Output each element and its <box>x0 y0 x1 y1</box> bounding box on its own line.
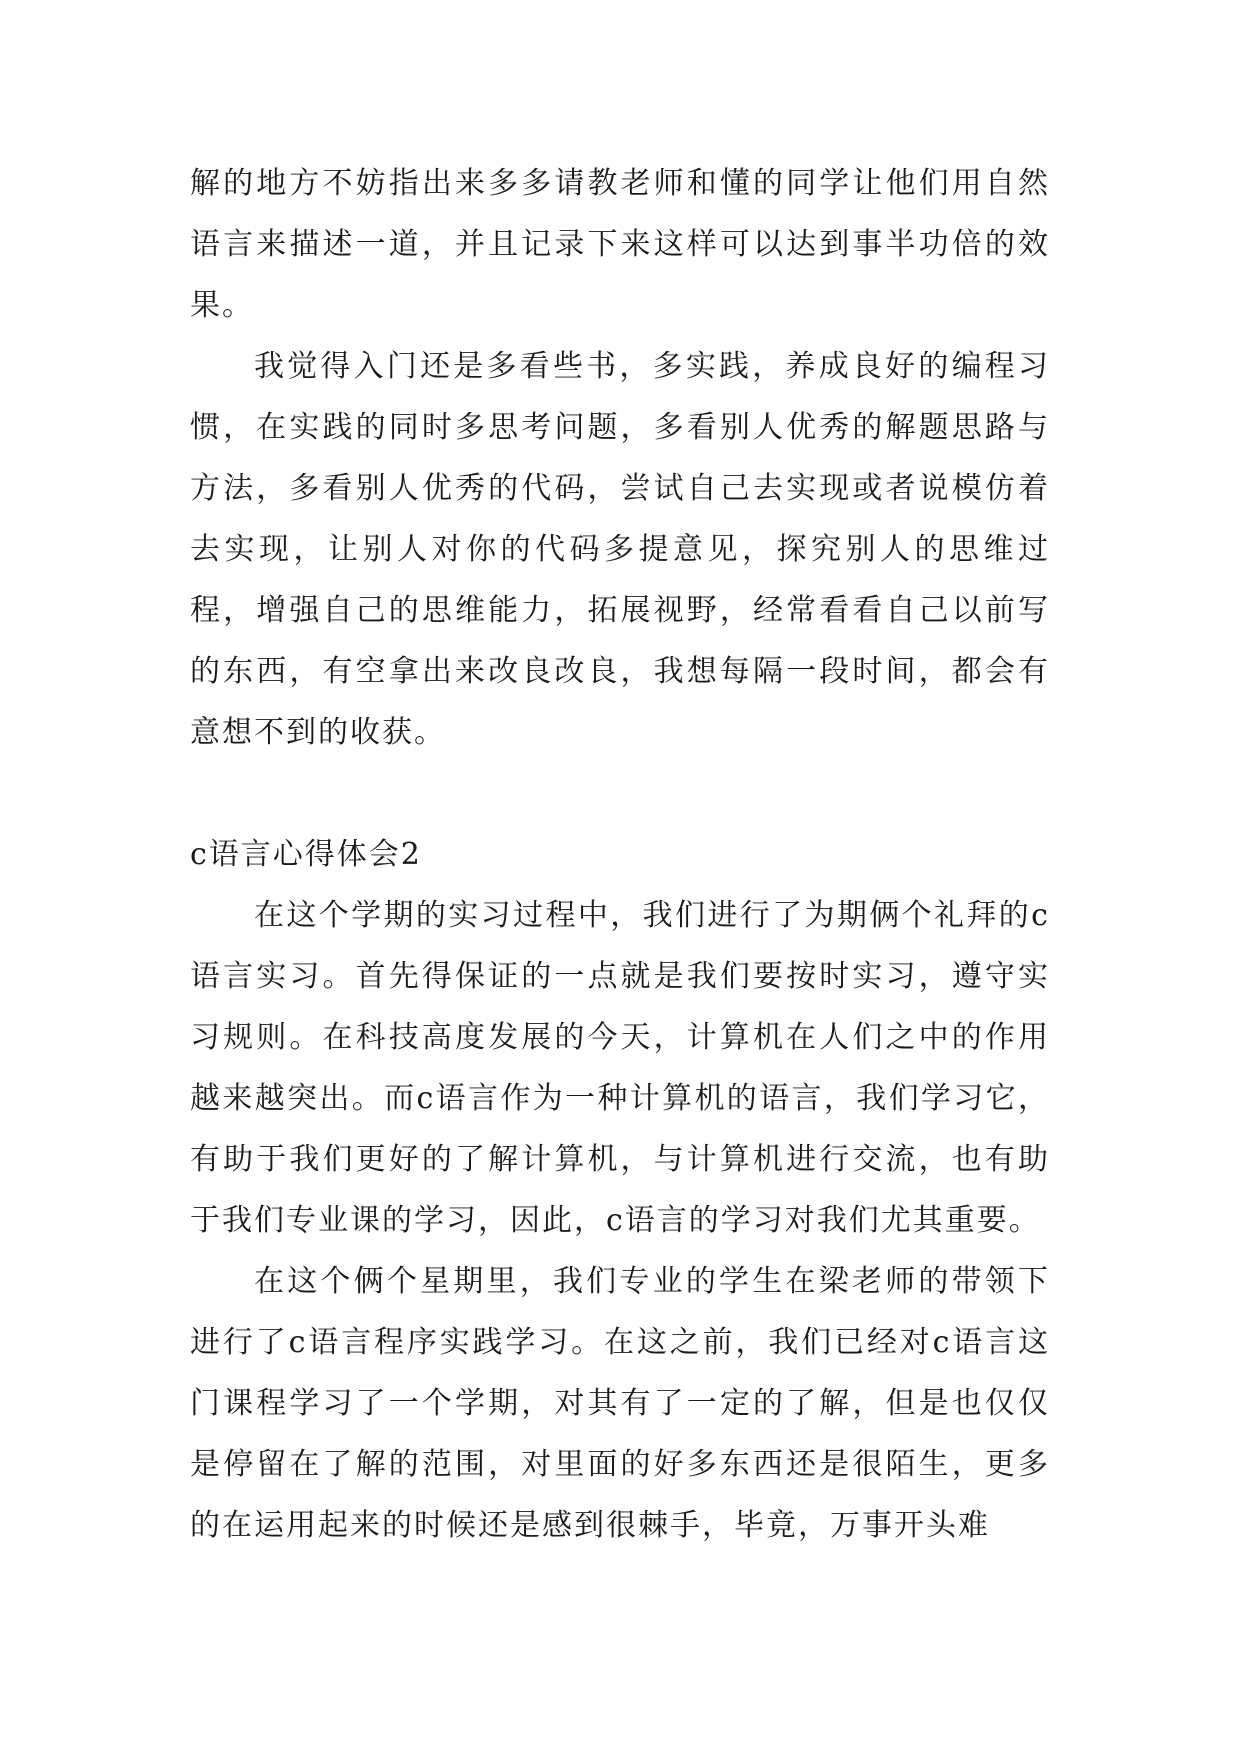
section-heading: c语言心得体会2 <box>190 837 422 872</box>
document-body <box>190 153 1050 1556</box>
paragraph: 在这个俩个星期里，我们专业的学生在梁老师的带领下进行了c语言程序实践学习。在这之前，我们已经对c语言这门课程学习了一个学期，对其有了一定的了解，但是也仅仅是停留在了解的范围，对里面的好多东西还是很陌生，更多的在运用起来的时候还是感到很棘手，毕竟，万事开头难 <box>190 1264 1050 1543</box>
paragraph-continued: 解的地方不妨指出来多多请教老师和懂的同学让他们用自然语言来描述一道，并且记录下来这样可以达到事半功倍的效果。 <box>190 166 1050 323</box>
paragraph: 我觉得入门还是多看些书，多实践，养成良好的编程习惯，在实践的同时多思考问题，多看别人优秀的解题思路与方法，多看别人优秀的代码，尝试自己去实现或者说模仿着去实现，让别人对你的代码多提意见，探究别人的思维过程，增强自己的思维能力，拓展视野，经常看看自己以前写的东西，有空拿出来改良改良，我想每隔一段时间，都会有意想不到的收获。 <box>190 349 1050 750</box>
paragraph: 在这个学期的实习过程中，我们进行了为期俩个礼拜的c语言实习。首先得保证的一点就是我们要按时实习，遵守实习规则。在科技高度发展的今天，计算机在人们之中的作用越来越突出。而c语言作为一种计算机的语言，我们学习它，有助于我们更好的了解计算机，与计算机进行交流，也有助于我们专业课的学习，因此，c语言的学习对我们尤其重要。 <box>190 898 1050 1238</box>
